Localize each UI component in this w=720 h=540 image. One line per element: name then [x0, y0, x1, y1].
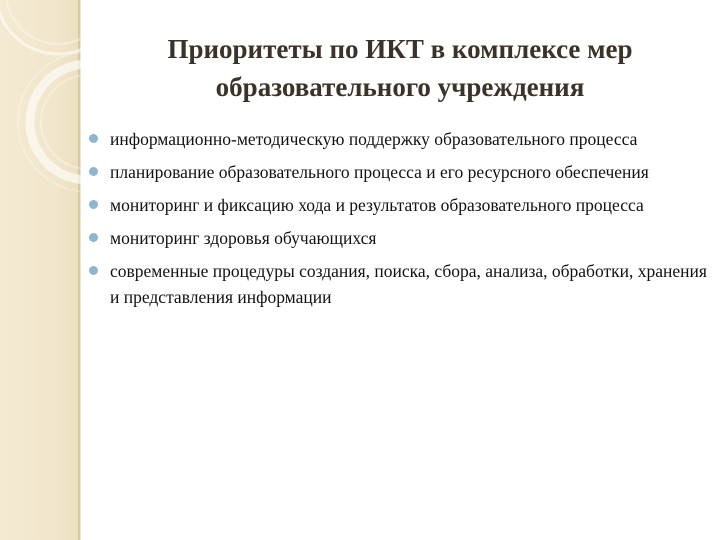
bullet-dot-icon: [89, 233, 98, 242]
slide-title-line-1: Приоритеты по ИКТ в комплексе мер: [167, 34, 633, 64]
bullet-text: современные процедуры создания, поиска, сбора, анализа, обработки, хранения и представления информации: [110, 261, 707, 307]
bullet-item: [110, 258, 710, 310]
bullet-item: [110, 192, 710, 218]
bullet-item: [110, 159, 710, 185]
bullet-item: [110, 225, 710, 251]
bullet-text: мониторинг здоровья обучающихся: [110, 228, 377, 248]
bullet-dot-icon: [89, 266, 98, 275]
bullet-text: планирование образовательного процесса и его ресурсного обеспечения: [110, 162, 649, 182]
bullet-dot-icon: [89, 134, 98, 143]
bullet-dot-icon: [89, 200, 98, 209]
bullet-text: мониторинг и фиксацию хода и результатов образовательного процесса: [110, 195, 644, 215]
slide-title-line-2: образовательного учреждения: [215, 72, 585, 102]
bullet-item: [110, 126, 710, 152]
bullet-dot-icon: [89, 167, 98, 176]
bullet-text: информационно-методическую поддержку образовательного процесса: [110, 129, 638, 149]
slide-title: [110, 30, 690, 106]
bullet-list: [110, 126, 710, 317]
